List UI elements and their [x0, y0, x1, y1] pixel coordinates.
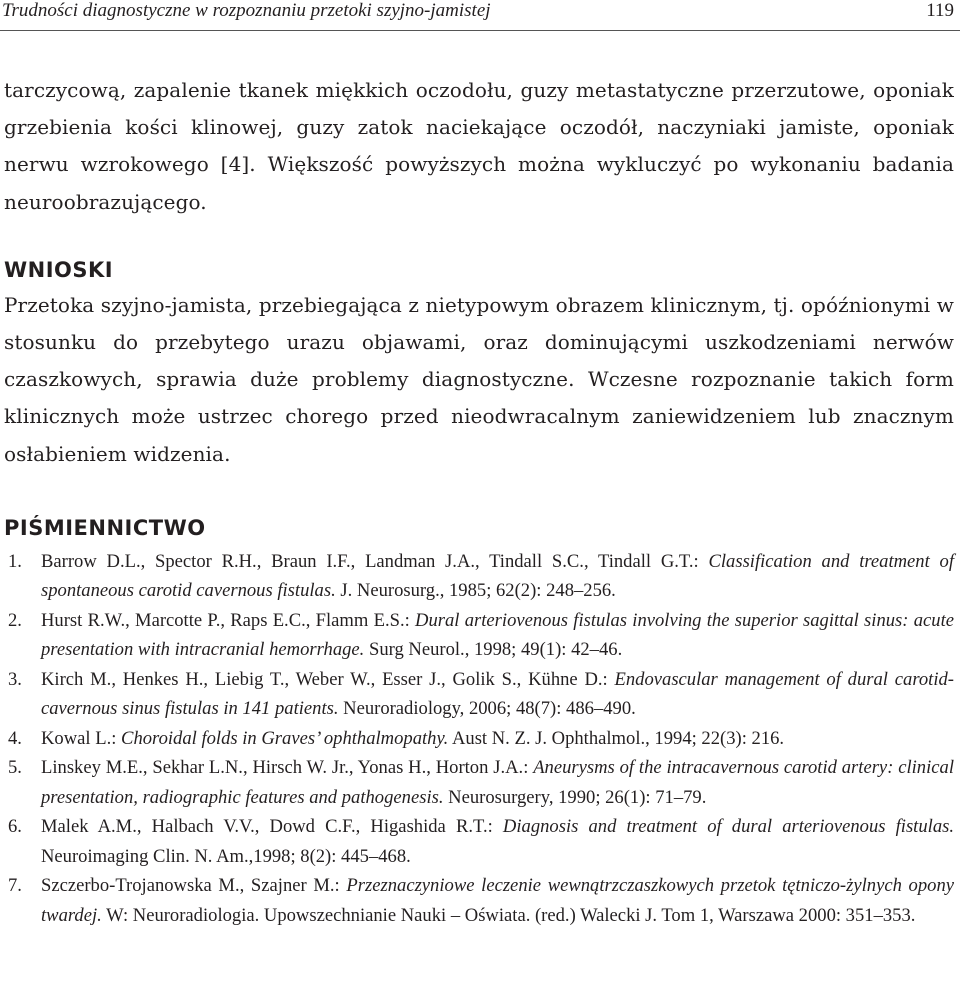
- conclusions-paragraph: Przetoka szyjno-jamista, przebiegająca z nietypowym obrazem klinicznym, tj. opóźnionymi w stosunku do przebytego urazu objawami, oraz dominującymi uszkodzeniami nerwów czaszkowych, sprawia duże problemy diagnostyczne. Wczesne rozpoznanie takich form klinicznych może ustrzec chorego przed nieodwracalnym zaniewidzeniem lub znacznym osłabieniem widzenia.: [4, 292, 954, 466]
- reference-item: [4, 665, 954, 724]
- reference-title: Choroidal folds in Graves’ ophthalmopathy.: [121, 727, 449, 749]
- reference-source: Surg Neurol., 1998; 49(1): 42–46.: [364, 639, 623, 661]
- reference-title: Diagnosis and treatment of dural arteriovenous fistulas.: [502, 816, 954, 838]
- reference-source: Neuroimaging Clin. N. Am.,1998; 8(2): 445–468.: [41, 845, 411, 867]
- reference-item: [4, 871, 954, 930]
- page-number: 119: [926, 0, 954, 21]
- reference-authors: Szczerbo-Trojanowska M., Szajner M.:: [41, 875, 347, 897]
- reference-title: Classification and treatment of spontaneous carotid cavernous fistulas.: [41, 550, 954, 602]
- intro-paragraph: tarczycową, zapalenie tkanek miękkich oczodołu, guzy metastatyczne przerzutowe, oponiak grzebienia kości klinowej, guzy zatok naciekające oczodół, naczyniaki jamiste, oponiak nerwu wzrokowego [4]. Większość powyższych można wykluczyć po wykonaniu badania neuroobrazującego.: [4, 78, 954, 214]
- running-title: Trudności diagnostyczne w rozpoznaniu przetoki szyjno-jamistej: [2, 0, 491, 21]
- reference-authors: Kirch M., Henkes H., Liebig T., Weber W., Esser J., Golik S., Kühne D.:: [41, 668, 615, 690]
- reference-title: Aneurysms of the intracavernous carotid artery: clinical presentation, radiographic features and pathogenesis.: [41, 757, 954, 808]
- reference-title: Endovascular management of dural carotid-cavernous sinus fistulas in 141 patients.: [41, 668, 954, 720]
- reference-title: Dural arteriovenous fistulas involving the superior sagittal sinus: acute presentation with intracranial hemorrhage.: [41, 609, 954, 661]
- reference-authors: Linskey M.E., Sekhar L.N., Hirsch W. Jr., Yonas H., Horton J.A.:: [41, 757, 534, 779]
- references-list: [4, 547, 954, 931]
- reference-source: Aust N. Z. J. Ophthalmol., 1994; 22(3): 216.: [448, 727, 785, 749]
- reference-authors: Hurst R.W., Marcotte P., Raps E.C., Flamm E.S.:: [41, 609, 416, 631]
- reference-source: W: Neuroradiologia. Upowszechnianie Nauki – Oświata. (red.) Walecki J. Tom 1, Warszawa 2000: 351–353.: [101, 904, 916, 926]
- reference-authors: Kowal L.:: [41, 727, 122, 749]
- page-body: [4, 72, 954, 930]
- reference-number: 3.: [8, 668, 22, 690]
- reference-source: Neurosurgery, 1990; 26(1): 71–79.: [443, 786, 707, 808]
- reference-item: [4, 753, 954, 812]
- conclusions-heading: WNIOSKI: [4, 257, 114, 282]
- reference-item: [4, 724, 954, 754]
- reference-source: Neuroradiology, 2006; 48(7): 486–490.: [338, 698, 636, 720]
- references-heading: PIŚMIENNICTWO: [4, 515, 206, 540]
- reference-authors: Barrow D.L., Spector R.H., Braun I.F., Landman J.A., Tindall S.C., Tindall G.T.:: [41, 550, 709, 572]
- reference-number: 7.: [8, 875, 22, 897]
- running-header: [0, 0, 960, 31]
- reference-number: 4.: [8, 727, 22, 749]
- reference-number: 2.: [8, 609, 22, 631]
- reference-number: 5.: [8, 757, 22, 779]
- reference-source: J. Neurosurg., 1985; 62(2): 248–256.: [335, 580, 616, 602]
- reference-item: [4, 606, 954, 665]
- reference-number: 1.: [8, 550, 22, 572]
- reference-authors: Malek A.M., Halbach V.V., Dowd C.F., Higashida R.T.:: [41, 816, 503, 838]
- reference-number: 6.: [8, 816, 22, 838]
- reference-title: Przeznaczyniowe leczenie wewnątrzczaszkowych przetok tętniczo-żylnych opony twardej.: [41, 875, 954, 926]
- reference-item: [4, 812, 954, 871]
- reference-item: [4, 547, 954, 606]
